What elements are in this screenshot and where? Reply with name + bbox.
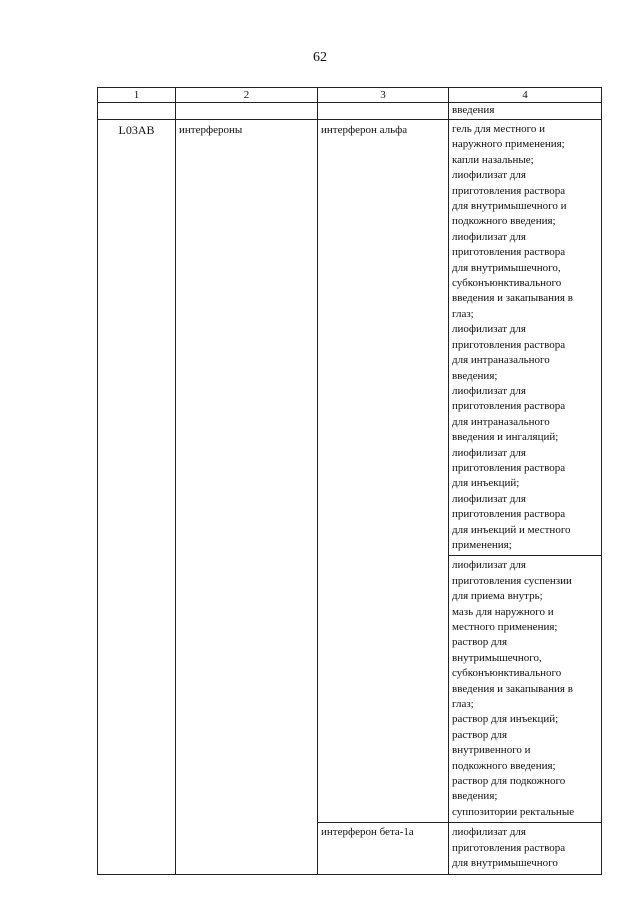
- table-header-row: [98, 88, 602, 103]
- dosage-form-line: для интраназального: [452, 354, 550, 367]
- dosage-form-line: лиофилизат для: [452, 492, 526, 505]
- dosage-form-line: лиофилизат для: [452, 230, 526, 243]
- page-number: 62: [313, 50, 327, 65]
- dosage-form-line: внутривенного и: [452, 744, 531, 757]
- dosage-form-line: глаз;: [452, 307, 474, 320]
- dosage-form-line: внутримышечного,: [452, 651, 542, 664]
- continuation-row: [98, 103, 602, 120]
- dosage-form-line: раствор для подкожного: [452, 775, 566, 788]
- dosage-form-line: введения;: [452, 369, 498, 382]
- drug-table: [97, 87, 602, 875]
- dosage-form-line: введения и закапывания в: [452, 292, 573, 305]
- dosage-form-line: введения;: [452, 790, 498, 803]
- dosage-form-line: приготовления раствора: [452, 508, 566, 521]
- dosage-form-line: лиофилизат для: [452, 169, 526, 182]
- dosage-forms-cell: [449, 823, 602, 874]
- dosage-form-line: лиофилизат для: [452, 826, 526, 839]
- dosage-form-line: для интраназального: [452, 415, 550, 428]
- header-col-2: 2: [176, 88, 318, 103]
- dosage-form-line: раствор для: [452, 728, 508, 741]
- dosage-form-line: лиофилизат для: [452, 323, 526, 336]
- dosage-form-line: для инъекций и местного: [452, 523, 571, 536]
- dosage-form-line: приготовления раствора: [452, 400, 566, 413]
- dosage-form-line: приготовления раствора: [452, 461, 566, 474]
- dosage-form-line: субконъюнктивального: [452, 667, 562, 680]
- drug-name-cell: интерферон бета-1a: [318, 823, 449, 874]
- dosage-form-line: лиофилизат для: [452, 559, 526, 572]
- dosage-form-line: приготовления суспензии: [452, 574, 572, 587]
- dosage-form-line: приготовления раствора: [452, 841, 566, 854]
- dosage-form-line: подкожного введения;: [452, 215, 556, 228]
- atc-code-cell: L03AB: [98, 120, 176, 875]
- dosage-form-line: капли назальные;: [452, 153, 534, 166]
- dosage-form-line: мазь для наружного и: [452, 605, 554, 618]
- dosage-forms-cell: [449, 120, 602, 556]
- dosage-form-line: раствор для инъекций;: [452, 713, 559, 726]
- dosage-form-line: введения и закапывания в: [452, 682, 573, 695]
- dosage-form-line: для внутримышечного и: [452, 200, 567, 213]
- dosage-form-line: наружного применения;: [452, 138, 565, 151]
- dosage-form-line: приготовления раствора: [452, 184, 566, 197]
- dosage-form-line: для внутримышечного,: [452, 261, 561, 274]
- dosage-form-line: лиофилизат для: [452, 384, 526, 397]
- header-col-3: 3: [318, 88, 449, 103]
- table-row: [98, 120, 602, 556]
- drug-name-cell: интерферон альфа: [318, 120, 449, 823]
- dosage-form-line: подкожного введения;: [452, 759, 556, 772]
- dosage-form-line: для инъекций;: [452, 477, 520, 490]
- dosage-form-line: для внутримышечного: [452, 857, 558, 870]
- dosage-form-line: применения;: [452, 538, 512, 551]
- dosage-form-line: введения и ингаляций;: [452, 431, 559, 444]
- dosage-form-line: приготовления раствора: [452, 246, 566, 259]
- dosage-form-line: приготовления раствора: [452, 338, 566, 351]
- group-name-cell: интерфероны: [176, 120, 318, 875]
- continued-form-cell: введения: [449, 103, 602, 120]
- dosage-forms-cell: [449, 556, 602, 823]
- dosage-form-line: для приема внутрь;: [452, 590, 543, 603]
- dosage-form-line: глаз;: [452, 698, 474, 711]
- dosage-form-line: раствор для: [452, 636, 508, 649]
- dosage-form-line: гель для местного и: [452, 123, 545, 135]
- dosage-form-line: лиофилизат для: [452, 446, 526, 459]
- dosage-form-line: местного применения;: [452, 621, 558, 633]
- dosage-form-line: суппозитории ректальные: [452, 805, 575, 818]
- dosage-form-line: субконъюнктивального: [452, 277, 562, 290]
- header-col-4: 4: [449, 88, 602, 103]
- header-col-1: 1: [98, 88, 176, 103]
